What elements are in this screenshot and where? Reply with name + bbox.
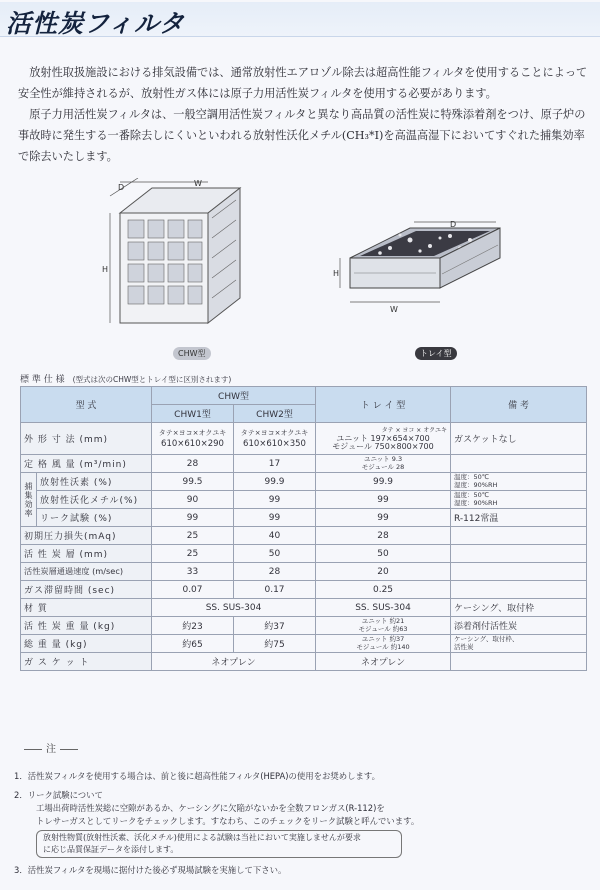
spec-table [20,386,587,671]
page-title: 活性炭フィルタ [6,9,186,38]
note-2-box-line-1: 放射性物質(放射性沃素、沃化メチル)使用による試験は当社において実施しませんが要求 [43,833,361,842]
row-total-weight-chw1: 約65 [152,635,234,653]
note-2-title: 2．リーク試験について [14,790,103,800]
note-2-box-line-2: に応じ品質保証データを添付します。 [43,845,179,854]
row-iodine-tray: 99.9 [316,473,451,491]
row-pressure-remarks [451,527,587,545]
row-pressure-chw1: 25 [152,527,234,545]
row-leak-label: リーク試験 (%) [37,509,152,527]
row-residence-chw1: 0.07 [152,581,234,599]
spec-heading-title: 標 準 仕 様 [20,375,65,385]
row-gasket-chw: ネオプレン [152,653,316,671]
row-airflow-remarks [451,455,587,473]
row-airflow-tray-a: ユニット 9.3 [363,455,403,463]
row-residence-label: ガス滞留時間 (sec) [21,581,152,599]
row-size-chw1-b: 610×610×290 [161,439,224,449]
row-leak-remarks: R-112常温 [451,509,587,527]
intro-paragraph-2: 原子力用活性炭フィルタは、一般空調用活性炭フィルタと異なり高品質の活性炭に特殊添着剤をつけ、原子炉の事故時に発生する一番除去しにくいといわれる放射性沃化メチル(CH₃*I)を高温高湿下においてすぐれた捕集効率で除去いたします。 [18,108,586,163]
row-carbon-weight-tray-b: モジュール 約63 [358,624,408,633]
row-size-tray-top: タテ × ヨコ × オクユキ [381,426,448,434]
row-material-remarks: ケーシング、取付枠 [451,599,587,617]
row-leak-tray: 99 [316,509,451,527]
row-pressure-tray: 28 [316,527,451,545]
row-residence-remarks [451,581,587,599]
row-iodine-rem-a: 温度：50℃ [454,473,490,481]
intro-text [18,62,590,167]
row-size-tray-module: モジュール 750×800×700 [332,441,434,451]
tray-dim-h: H [333,269,340,278]
header-chw2: CHW2型 [234,405,316,423]
row-carbon-layer-chw1: 25 [152,545,234,563]
row-airflow-chw1: 28 [152,455,234,473]
row-size-tray-unit: ユニット 197×654×700 [336,433,430,443]
row-size-chw1 [152,423,234,455]
efficiency-group-label: 捕集効率 [21,473,37,527]
row-velocity-chw1: 33 [152,563,234,581]
spec-heading-note: (型式は次のCHW型とトレイ型に区別されます) [72,375,232,384]
row-pressure-chw2: 40 [234,527,316,545]
row-carbon-layer-tray: 50 [316,545,451,563]
row-size-chw2-a: タテ×ヨコ×オクユキ [240,429,309,437]
header-model: 型 式 [21,387,152,423]
chw-dim-w: W [194,179,202,188]
row-total-weight-label: 総 重 量 (kg) [21,635,152,653]
note-2-box [36,830,402,858]
header-tray: ト レ イ 型 [316,387,451,423]
row-residence-chw2: 0.17 [234,581,316,599]
row-total-weight-tray [316,635,451,653]
row-total-weight-tray-a: ユニット 約37 [361,635,405,643]
row-leak-chw1: 99 [152,509,234,527]
note-1: 1．活性炭フィルタを使用する場合は、前と後に超高性能フィルタ(HEPA)の使用をお奨めします。 [14,771,381,781]
row-methyl-remarks [451,491,587,509]
row-carbon-weight-tray [316,617,451,635]
chw-dim-d: D [118,183,125,192]
tray-dim-w: W [390,305,398,314]
row-pressure-label: 初期圧力損失(mAq) [21,527,152,545]
note-2 [14,789,594,858]
row-total-weight-chw2: 約75 [234,635,316,653]
row-velocity-remarks [451,563,587,581]
tray-label-badge: トレイ型 [415,347,457,360]
intro-paragraph-1: 放射性取扱施設における排気設備では、通常放射性エアロゾル除去は超高性能フィルタを使用することによって安全性が維持されるが、放射性ガス体には原子力用活性炭フィルタを使用する必要があります。 [18,66,588,100]
row-residence-tray: 0.25 [316,581,451,599]
row-carbon-weight-chw2: 約37 [234,617,316,635]
chw-filter-figure [90,178,250,348]
spec-heading [20,372,231,385]
row-size-tray [316,423,451,455]
row-velocity-chw2: 28 [234,563,316,581]
tray-filter-illustration [330,218,520,338]
row-gasket-remarks [451,653,587,671]
row-iodine-chw1: 99.5 [152,473,234,491]
chw-dim-h: H [102,265,109,274]
row-size-chw2 [234,423,316,455]
title-bar [0,2,600,37]
row-velocity-label: 活性炭層通過速度 (m/sec) [21,563,152,581]
chw-filter-illustration [90,178,250,348]
row-airflow-tray-b: モジュール 28 [361,462,405,471]
row-carbon-layer-chw2: 50 [234,545,316,563]
row-velocity-tray: 20 [316,563,451,581]
row-size-chw2-b: 610×610×350 [243,439,306,449]
row-material-chw: SS. SUS-304 [152,599,316,617]
notes-heading: 注 [20,740,82,755]
row-carbon-weight-chw1: 約23 [152,617,234,635]
row-airflow-chw2: 17 [234,455,316,473]
row-gasket-label: ガ ス ケ ッ ト [21,653,152,671]
row-total-weight-tray-b: モジュール 約140 [356,642,410,651]
note-2-line-2: トレサーガスとしてリークをチェックします。すなわち、このチェックをリーク試験と呼んでいます。 [36,816,420,826]
row-carbon-layer-label: 活 性 炭 層 (mm) [21,545,152,563]
row-carbon-weight-label: 活 性 炭 重 量 (kg) [21,617,152,635]
chw-label-badge: CHW型 [173,347,211,360]
note-2-line-1: 工場出荷時活性炭総に空隙があるか、ケーシングに欠陥がないかを全数フロンガス(R-112)を [36,803,385,813]
row-carbon-layer-remarks [451,545,587,563]
row-total-weight-remarks [451,635,587,653]
row-size-label: 外 形 寸 法 (mm) [21,423,152,455]
row-total-weight-rem-b: 活性炭 [454,642,474,651]
tray-filter-figure [330,218,520,338]
row-material-tray: SS. SUS-304 [316,599,451,617]
row-methyl-tray: 99 [316,491,451,509]
row-leak-chw2: 99 [234,509,316,527]
row-iodine-label: 放射性沃素 (%) [37,473,152,491]
row-carbon-weight-remarks: 添着剤付活性炭 [451,617,587,635]
row-total-weight-rem-a: ケーシング、取付枠、 [454,635,519,643]
row-iodine-rem-b: 湿度：90%RH [454,480,498,489]
tray-dim-d: D [450,220,457,229]
header-chw1: CHW1型 [152,405,234,423]
row-methyl-rem-a: 温度：50℃ [454,491,490,499]
notes-section [14,770,594,883]
row-material-label: 材 質 [21,599,152,617]
row-airflow-tray [316,455,451,473]
note-3: 3．活性炭フィルタを現場に据付けた後必ず現場試験を実施して下さい。 [14,865,287,875]
row-iodine-chw2: 99.9 [234,473,316,491]
row-size-chw1-a: タテ×ヨコ×オクユキ [158,429,227,437]
row-methyl-chw2: 99 [234,491,316,509]
row-carbon-weight-tray-a: ユニット 約21 [361,617,405,625]
row-gasket-tray: ネオプレン [316,653,451,671]
row-methyl-label: 放射性沃化メチル(%) [37,491,152,509]
row-airflow-label: 定 格 風 量 (m³/min) [21,455,152,473]
header-remarks: 備 考 [451,387,587,423]
header-chw-group: CHW型 [152,387,316,405]
row-methyl-rem-b: 湿度：90%RH [454,498,498,507]
row-methyl-chw1: 90 [152,491,234,509]
row-size-remarks: ガスケットなし [451,423,587,455]
row-iodine-remarks [451,473,587,491]
